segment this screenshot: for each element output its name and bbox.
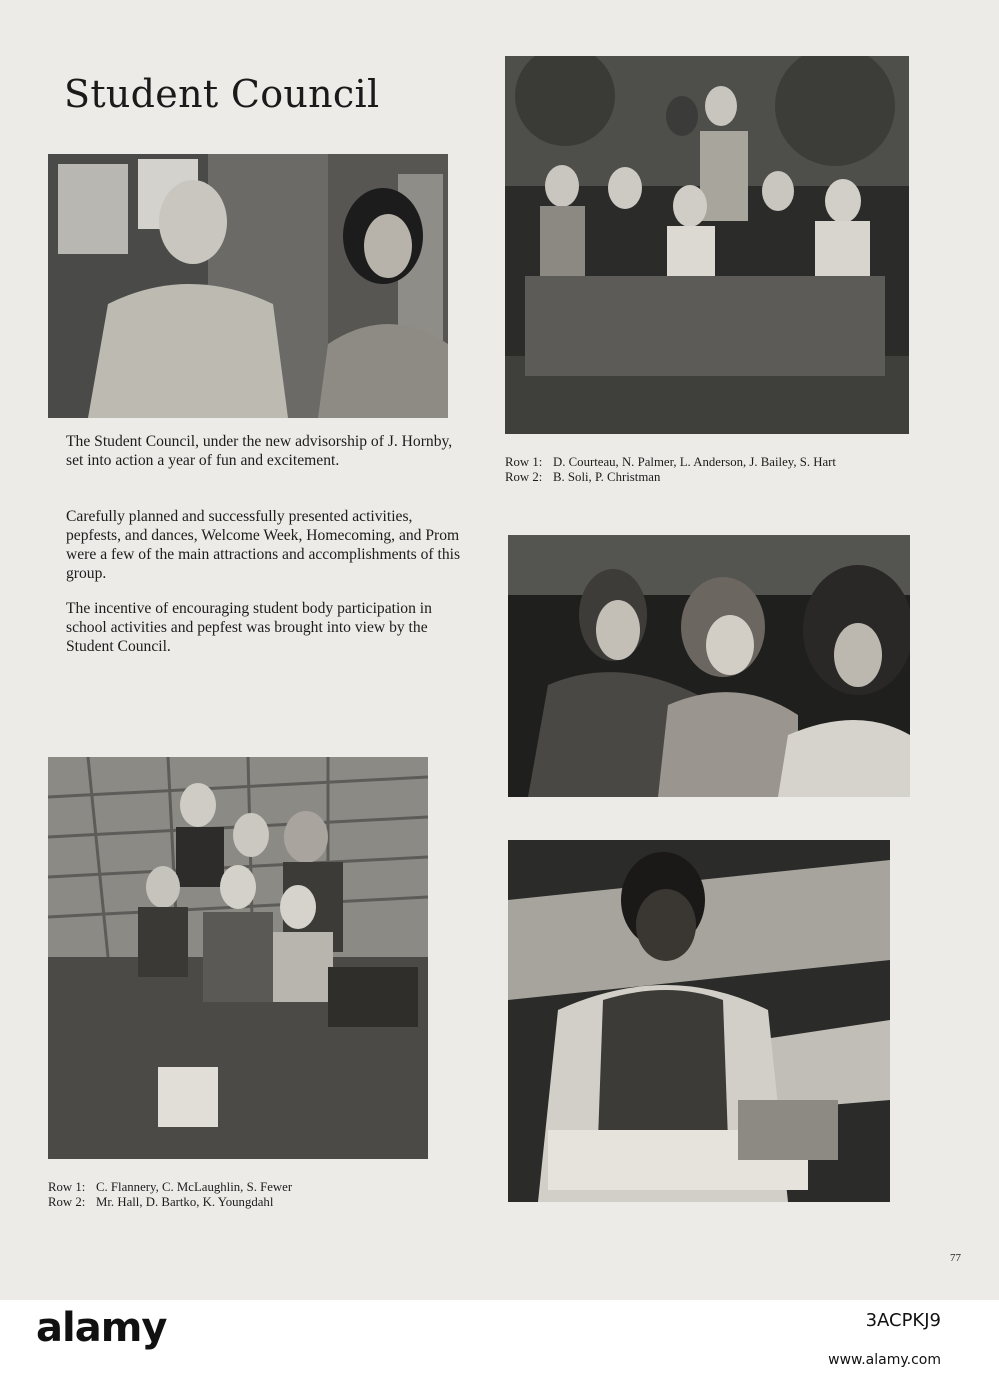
caption-row-label: Row 2:	[505, 470, 543, 484]
photo-student-at-desk	[508, 840, 890, 1202]
caption-row-names: B. Soli, P. Christman	[553, 470, 661, 484]
page-number: 77	[950, 1252, 961, 1264]
paragraph-1: The Student Council, under the new advisorship of J. Hornby, set into action a year of fun and excitement.	[66, 433, 453, 469]
caption-top-right	[505, 455, 910, 485]
caption-bottom-left	[48, 1180, 448, 1210]
photo-students-reading	[508, 535, 910, 797]
photo-council-group-bench	[48, 757, 428, 1159]
caption-row-names: Mr. Hall, D. Bartko, K. Youngdahl	[96, 1195, 274, 1209]
site-url: www.alamy.com	[828, 1352, 941, 1368]
caption-row-label: Row 1:	[505, 455, 543, 469]
paragraph-3: The incentive of encouraging student body participation in school activities and pepfest was brought into view by the Student Council.	[66, 600, 432, 655]
alamy-logo: alamy	[36, 1305, 167, 1351]
caption-row-names: C. Flannery, C. McLaughlin, S. Fewer	[96, 1180, 293, 1194]
image-id: 3ACPKJ9	[865, 1310, 941, 1331]
caption-row-label: Row 1:	[48, 1180, 86, 1194]
caption-row-label: Row 2:	[48, 1195, 86, 1209]
photo-council-group-outdoors	[505, 56, 909, 434]
caption-row-names: D. Courteau, N. Palmer, L. Anderson, J. Bailey, S. Hart	[553, 455, 836, 469]
photo-advisor-and-student	[48, 154, 448, 418]
paragraph-2: Carefully planned and successfully presented activities, pepfests, and dances, Welcome Week, Homecoming, and Prom were a few of the main attractions and accomplishments of this group.	[66, 508, 461, 582]
page-title: Student Council	[64, 72, 380, 116]
